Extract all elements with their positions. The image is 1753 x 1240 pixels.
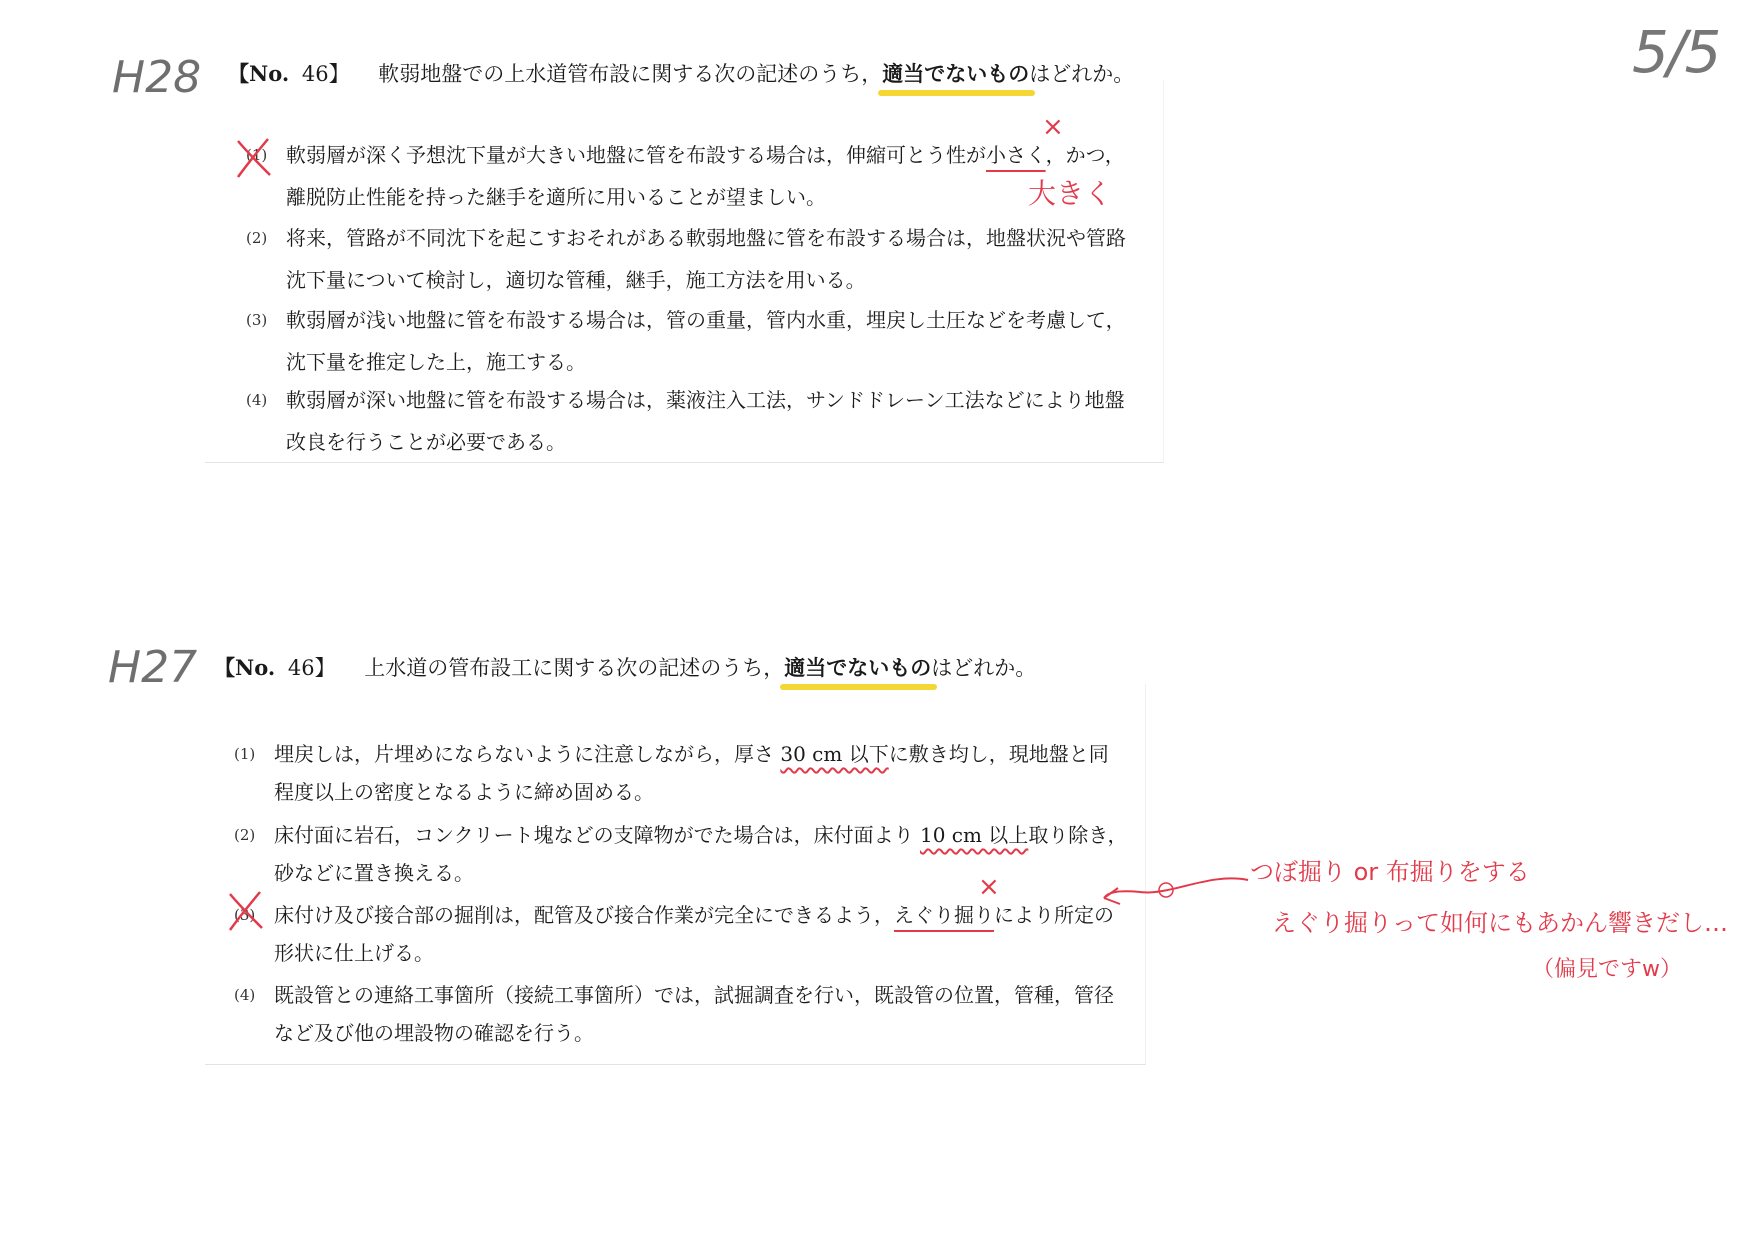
option-line-1: 既設管との連絡工事箇所（接続工事箇所）では，試掘調査を行い，既設管の位置，管種，管径 bbox=[274, 983, 1114, 1007]
option-mark: (2) bbox=[234, 826, 256, 844]
option-mark: (1) bbox=[246, 146, 268, 164]
wavy-underlined-phrase: 30 cm 以下 bbox=[780, 742, 889, 766]
option-line-1: 軟弱層が深く予想沈下量が大きい地盤に管を布設する場合は，伸縮可とう性が小さく，かつ， bbox=[286, 143, 1125, 167]
question-suffix: はどれか。 bbox=[931, 656, 1037, 680]
underlined-phrase: 小さく bbox=[986, 143, 1046, 167]
arrow-icon bbox=[1100, 868, 1250, 918]
question-no-label: 【No. bbox=[228, 61, 290, 86]
red-cross-mark-h27 bbox=[224, 888, 268, 934]
question-no-label: 【No. bbox=[214, 655, 276, 680]
option-line-1: 埋戻しは，片埋めにならないように注意しながら，厚さ 30 cm 以下に敷き均し，現地盤と同 bbox=[274, 742, 1109, 766]
handwritten-correction: 大きく bbox=[1028, 177, 1113, 210]
question-suffix: はどれか。 bbox=[1029, 62, 1135, 86]
option-mark: (4) bbox=[234, 986, 256, 1004]
option-line-2: 程度以上の密度となるように締め固める。 bbox=[274, 780, 654, 804]
option-line-2: 沈下量を推定した上，施工する。 bbox=[286, 350, 586, 374]
option-line-1: 床付面に岩石，コンクリート塊などの支障物がでた場合は，床付面より 10 cm 以上取り除き， bbox=[274, 823, 1128, 847]
option-line-1: 軟弱層が深い地盤に管を布設する場合は，薬液注入工法，サンドドレーン工法などにより地盤 bbox=[286, 388, 1125, 412]
question-prefix: 軟弱地盤での上水道管布設に関する次の記述のうち， bbox=[378, 62, 883, 86]
option-mark: (2) bbox=[246, 229, 268, 247]
question-number: 46】 bbox=[301, 62, 350, 86]
question-number: 46】 bbox=[287, 656, 336, 680]
question-emphasis: 適当でないもの bbox=[882, 61, 1030, 86]
option-line-1: 床付け及び接合部の掘削は，配管及び接合作業が完全にできるよう，えぐり掘りにより所定の bbox=[274, 903, 1114, 927]
underlined-phrase: えぐり掘り bbox=[894, 903, 994, 927]
red-cross-mark-h28 bbox=[232, 135, 276, 181]
handwritten-note-line-2: えぐり掘りって如何にもあかん響きだし… bbox=[1272, 909, 1728, 937]
red-x-mark: × bbox=[1042, 112, 1064, 142]
option-line-2: など及び他の埋設物の確認を行う。 bbox=[274, 1021, 594, 1045]
option-line-2: 形状に仕上げる。 bbox=[274, 941, 434, 965]
option-mark: (1) bbox=[234, 745, 256, 763]
question-header-h27 bbox=[214, 652, 1036, 682]
option-line-2: 改良を行うことが必要である。 bbox=[286, 430, 566, 454]
option-mark: (3) bbox=[234, 906, 256, 924]
question-prefix: 上水道の管布設工に関する次の記述のうち， bbox=[364, 656, 785, 680]
option-line-1: 将来，管路が不同沈下を起こすおそれがある軟弱地盤に管を布設する場合は，地盤状況や管路 bbox=[286, 226, 1126, 250]
question-emphasis: 適当でないもの bbox=[784, 655, 932, 680]
year-label-h28: H28 bbox=[112, 52, 202, 103]
year-label-h27: H27 bbox=[108, 642, 198, 693]
handwritten-note-line-3: （偏見ですw） bbox=[1532, 957, 1682, 982]
option-line-2: 離脱防止性能を持った継手を適所に用いることが望ましい。 bbox=[286, 185, 826, 209]
question-header-h28 bbox=[228, 58, 1134, 88]
option-line-1: 軟弱層が浅い地盤に管を布設する場合は，管の重量，管内水重，埋戻し土圧などを考慮して， bbox=[286, 308, 1126, 332]
wavy-underlined-phrase: 10 cm 以上 bbox=[919, 823, 1029, 847]
red-x-mark: × bbox=[978, 872, 1000, 902]
option-line-2: 沈下量について検討し，適切な管種，継手，施工方法を用いる。 bbox=[286, 268, 866, 292]
option-line-2: 砂などに置き換える。 bbox=[274, 861, 474, 885]
option-mark: (4) bbox=[246, 391, 268, 409]
page-number: 5/5 bbox=[1632, 18, 1720, 86]
option-mark: (3) bbox=[246, 311, 268, 329]
handwritten-note-line-1: つぼ掘り or 布掘りをする bbox=[1250, 858, 1530, 886]
